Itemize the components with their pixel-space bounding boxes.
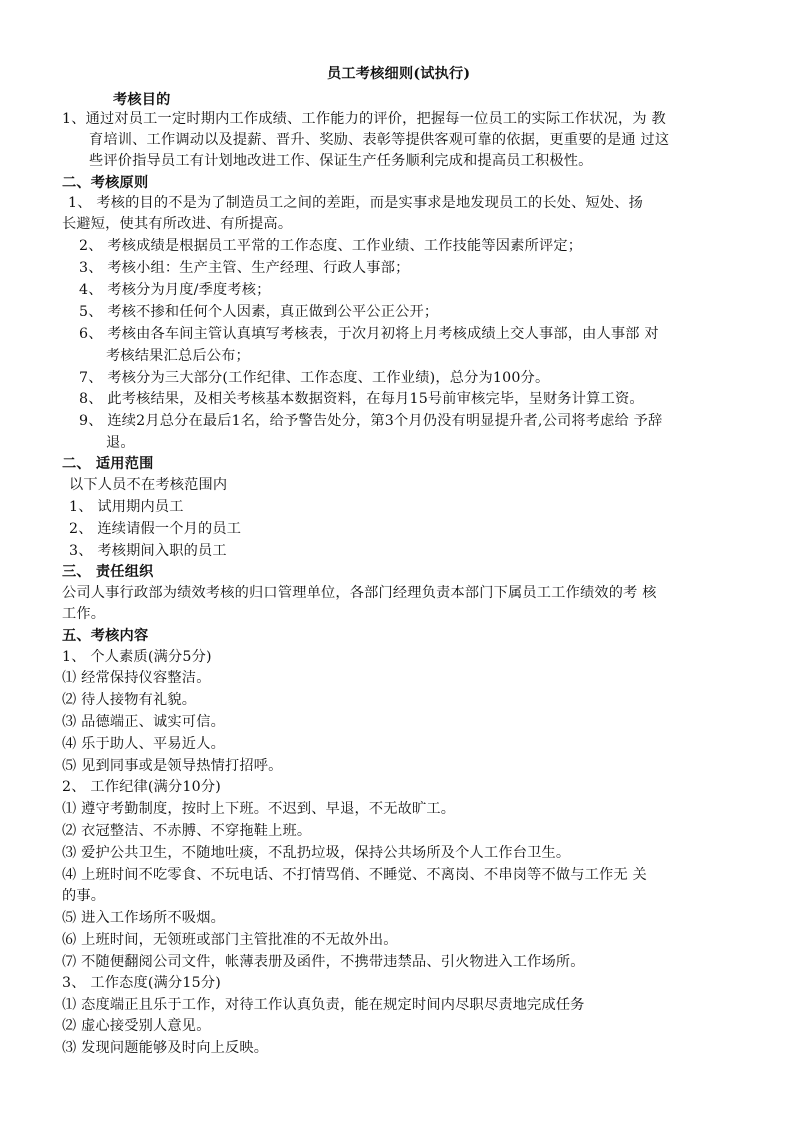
paragraph-line: 考核结果汇总后公布； — [106, 348, 250, 364]
heading-scope: 二、 适用范围 — [62, 456, 154, 472]
paragraph-line: 工作。 — [62, 606, 106, 622]
list-item: ⑷ 乐于助人、平易近人。 — [62, 736, 225, 752]
list-item: ⑴ 经常保持仪容整洁。 — [62, 670, 211, 686]
list-item: ⑷ 上班时间不吃零食、不玩电话、不打情骂俏、不睡觉、不离岗、不串岗等不做与工作无 关 — [62, 867, 647, 883]
paragraph-line: 退。 — [106, 435, 135, 451]
list-item: ⑴ 态度端正且乐于工作，对待工作认真负责，能在规定时间内尽职尽责地完成任务 — [62, 997, 585, 1013]
list-item: ⑸ 进入工作场所不吸烟。 — [62, 910, 225, 926]
list-item: 2、 连续请假一个月的员工 — [69, 521, 242, 537]
list-item: ⑶ 爱护公共卫生，不随地吐痰，不乱扔垃圾，保持公共场所及个人工作台卫生。 — [62, 845, 571, 861]
list-item: 2、 考核成绩是根据员工平常的工作态度、工作业绩、工作技能等因素所评定； — [79, 238, 583, 254]
list-item: 4、 考核分为月度/季度考核； — [79, 282, 271, 298]
list-item: ⑶ 发现问题能够及时向上反映。 — [62, 1040, 269, 1056]
list-item: 8、 此考核结果，及相关考核基本数据资料，在每月15号前审核完毕，呈财务计算工资。 — [79, 391, 644, 407]
paragraph-line: 1、通过对员工一定时期内工作成绩、工作能力的评价，把握每一位员工的实际工作状况，为 教 — [62, 111, 666, 127]
list-item: 7、 考核分为三大部分(工作纪律、工作态度、工作业绩)，总分为100分。 — [79, 370, 550, 386]
subheading: 1、 个人素质(满分5分) — [62, 649, 212, 665]
paragraph-line: 些评价指导员工有计划地改进工作、保证生产任务顺利完成和提高员工积极性。 — [89, 153, 593, 169]
list-item: 3、 考核小组：生产主管、生产经理、行政人事部； — [79, 260, 410, 276]
paragraph-line: 长避短，使其有所改进、有所提高。 — [62, 216, 293, 232]
document-title: 员工考核细则(试执行) — [327, 66, 471, 82]
heading-content: 五、考核内容 — [62, 628, 149, 644]
paragraph-line: 公司人事行政部为绩效考核的归口管理单位，各部门经理负责本部门下属员工工作绩效的考 核 — [62, 585, 657, 601]
list-item: 6、 考核由各车间主管认真填写考核表，于次月初将上月考核成绩上交人事部，由人事部 对 — [79, 326, 659, 342]
paragraph-line: 的事。 — [62, 888, 106, 904]
list-item: ⑵ 衣冠整洁、不赤膊、不穿拖鞋上班。 — [62, 823, 312, 839]
list-item: ⑹ 上班时间，无领班或部门主管批准的不无故外出。 — [62, 932, 398, 948]
list-item: 5、 考核不掺和任何个人因素，真正做到公平公正公开； — [79, 304, 439, 320]
list-item: 1、 试用期内员工 — [69, 499, 184, 515]
subheading: 3、 工作态度(满分15分) — [62, 975, 221, 991]
paragraph-line: 育培训、工作调动以及提薪、晋升、奖励、表彰等提供客观可靠的依据，更重要的是通 过这 — [89, 132, 670, 148]
list-item: 3、 考核期间入职的员工 — [69, 543, 227, 559]
list-item: 9、 连续2月总分在最后1名，给予警告处分，第3个月仍没有明显提升者,公司将考虑给 予辞 — [79, 413, 663, 429]
paragraph-line: 1、 考核的目的不是为了制造员工之间的差距，而是实事求是地发现员工的长处、短处、扬 — [68, 195, 644, 211]
list-item: ⑵ 待人接物有礼貌。 — [62, 692, 197, 708]
list-item: ⑵ 虚心接受别人意见。 — [62, 1018, 211, 1034]
list-item: ⑸ 见到同事或是领导热情打招呼。 — [62, 758, 283, 774]
list-item: ⑴ 遵守考勤制度，按时上下班。不迟到、早退，不无故旷工。 — [62, 801, 456, 817]
list-item: ⑶ 品德端正、诚实可信。 — [62, 714, 225, 730]
heading-responsibility: 三、 责任组织 — [62, 564, 154, 580]
heading-purpose: 考核目的 — [113, 92, 171, 108]
subheading: 2、 工作纪律(满分10分) — [62, 779, 221, 795]
heading-principles: 二、考核原则 — [62, 175, 149, 191]
list-item: ⑺ 不随便翻阅公司文件，帐薄表册及函件，不携带违禁品、引火物进入工作场所。 — [62, 954, 585, 970]
paragraph-line: 以下人员不在考核范围内 — [69, 477, 228, 493]
